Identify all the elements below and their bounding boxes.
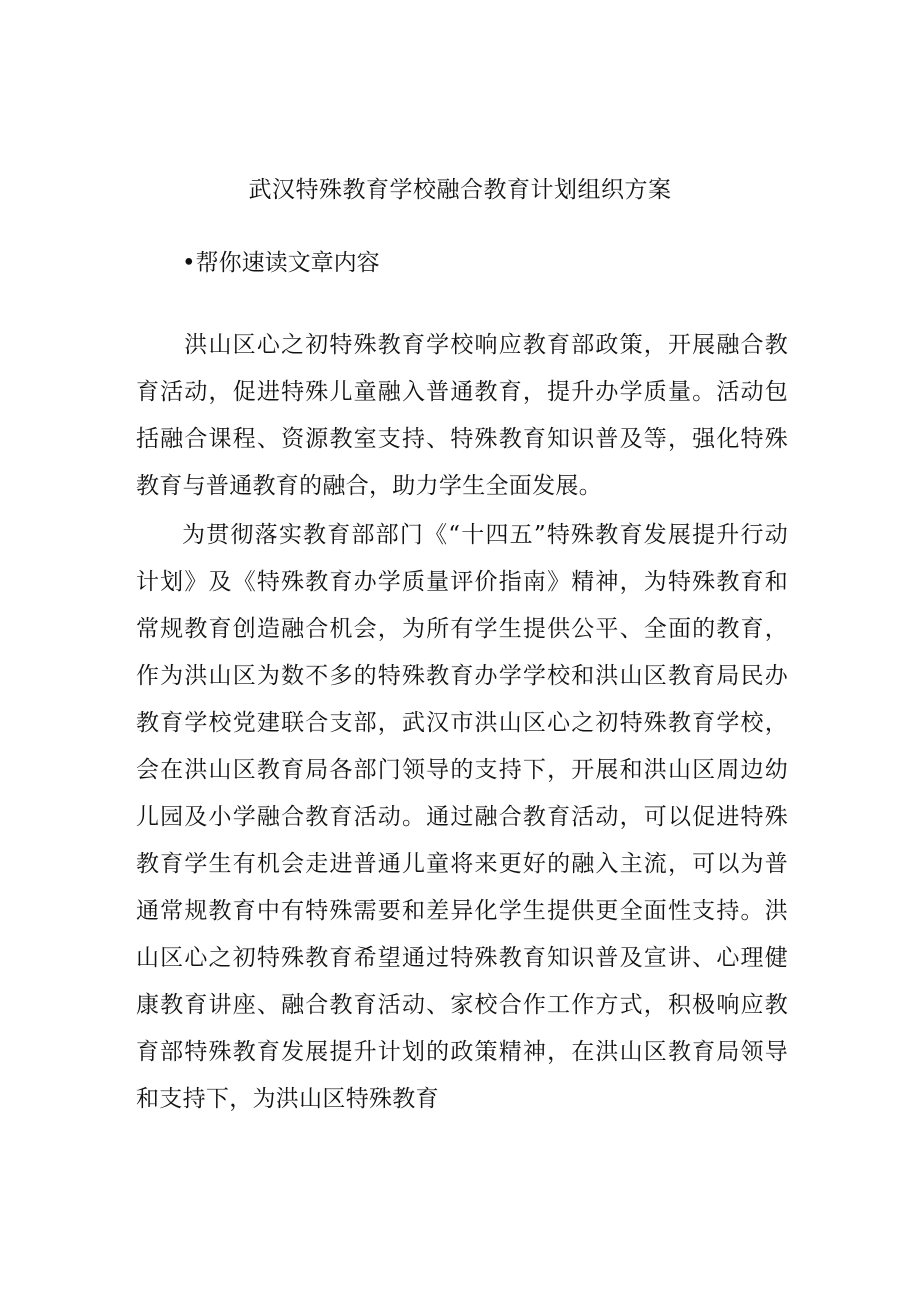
summary-paragraph: 洪山区心之初特殊教育学校响应教育部政策，开展融合教育活动，促进特殊儿童融入普通教育，提升办学质量。活动包括融合课程、资源教室支持、特殊教育知识普及等，强化特殊教育与普通教育的融合，助力学生全面发展。 [136,332,788,499]
summary-heading: •帮你速读文章内容 [182,250,380,276]
body-paragraph: 为贯彻落实教育部部门《“十四五”特殊教育发展提升行动计划》及《特殊教育办学质量评价指南》精神，为特殊教育和常规教育创造融合机会，为所有学生提供公平、全面的教育，作为洪山区为数不多的特殊教育办学学校和洪山区教育局民办教育学校党建联合支部，武汉市洪山区心之初特殊教育学校，会在洪山区教育局各部门领导的支持下，开展和洪山区周边幼儿园及小学融合教育活动。通过融合教育活动，可以促进特殊教育学生有机会走进普通儿童将来更好的融入主流，可以为普通常规教育中有特殊需要和差异化学生提供更全面性支持。洪山区心之初特殊教育希望通过特殊教育知识普及宣讲、心理健康教育讲座、融合教育活动、家校合作工作方式，积极响应教育部特殊教育发展提升计划的政策精神，在洪山区教育局领导和支持下，为洪山区特殊教育 [136,522,788,1112]
document-title: 武汉特殊教育学校融合教育计划组织方案 [248,177,672,203]
